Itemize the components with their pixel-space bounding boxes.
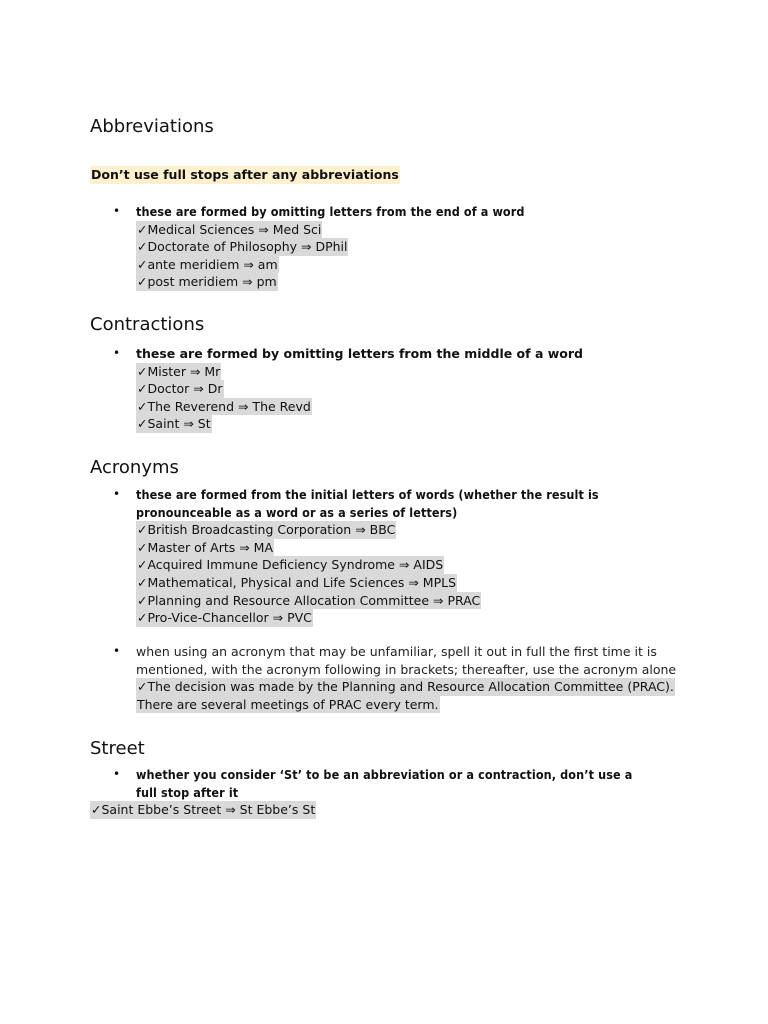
list-item-street xyxy=(113,766,711,801)
street-intro-line1: whether you consider ‘St’ to be an abbreviation or a contraction, don’t use a xyxy=(136,767,633,782)
bullet: • xyxy=(113,346,121,360)
example-line: ✓Mister ⇒ Mr xyxy=(137,363,221,379)
example-line: ✓British Broadcasting Corporation ⇒ BBC xyxy=(137,522,396,538)
example-line: ✓Pro-Vice-Chancellor ⇒ PVC xyxy=(137,610,312,626)
contractions-intro: these are formed by omitting letters from the middle of a word xyxy=(136,346,583,361)
heading-street: Street xyxy=(90,738,145,759)
acronyms-intro-line1: these are formed from the initial letters of words (whether the result is xyxy=(136,487,599,502)
example-line: ✓Acquired Immune Deficiency Syndrome ⇒ AIDS xyxy=(137,557,444,573)
abbreviations-intro: these are formed by omitting letters from the end of a word xyxy=(136,204,525,219)
list-item-acronym-usage xyxy=(113,643,711,713)
list-item-contractions xyxy=(113,345,711,433)
example-line: ✓Saint Ebbe’s Street ⇒ St Ebbe’s St xyxy=(91,802,316,817)
acronyms-intro-line2: pronounceable as a word or as a series of letters) xyxy=(136,504,458,520)
example-line: ✓The Reverend ⇒ The Revd xyxy=(137,398,311,414)
example-line: ✓Doctorate of Philosophy ⇒ DPhil xyxy=(137,239,348,255)
bullet: • xyxy=(113,487,121,501)
bullet: • xyxy=(113,204,121,218)
heading-contractions: Contractions xyxy=(90,314,205,335)
example-line: ✓post meridiem ⇒ pm xyxy=(137,274,277,290)
heading-abbreviations: Abbreviations xyxy=(90,116,214,137)
acronym-usage-line2: mentioned, with the acronym following in brackets; thereafter, use the acronym alone xyxy=(136,661,677,677)
street-intro-line2: full stop after it xyxy=(136,784,239,800)
example-line: ✓Medical Sciences ⇒ Med Sci xyxy=(137,221,322,237)
example-line: ✓Doctor ⇒ Dr xyxy=(137,381,223,397)
example-line: ✓Mathematical, Physical and Life Sciences ⇒ MPLS xyxy=(137,574,457,590)
example-line: There are several meetings of PRAC every term. xyxy=(137,696,439,712)
example-line: ✓ante meridiem ⇒ am xyxy=(137,256,278,272)
example-line: ✓Saint ⇒ St xyxy=(137,416,211,432)
bullet: • xyxy=(113,767,121,781)
example-line: ✓The decision was made by the Planning and Resource Allocation Committee (PRAC). xyxy=(137,679,674,695)
list-item-acronyms xyxy=(113,486,711,627)
acronym-usage-line1: when using an acronym that may be unfamiliar, spell it out in full the first time it is xyxy=(136,644,657,659)
example-line: ✓Master of Arts ⇒ MA xyxy=(137,539,274,555)
list-item-abbreviations xyxy=(113,203,711,291)
callout-no-full-stops: Don’t use full stops after any abbreviations xyxy=(91,167,399,182)
example-line: ✓Planning and Resource Allocation Committee ⇒ PRAC xyxy=(137,592,481,608)
bullet: • xyxy=(113,644,121,658)
heading-acronyms: Acronyms xyxy=(90,457,179,478)
